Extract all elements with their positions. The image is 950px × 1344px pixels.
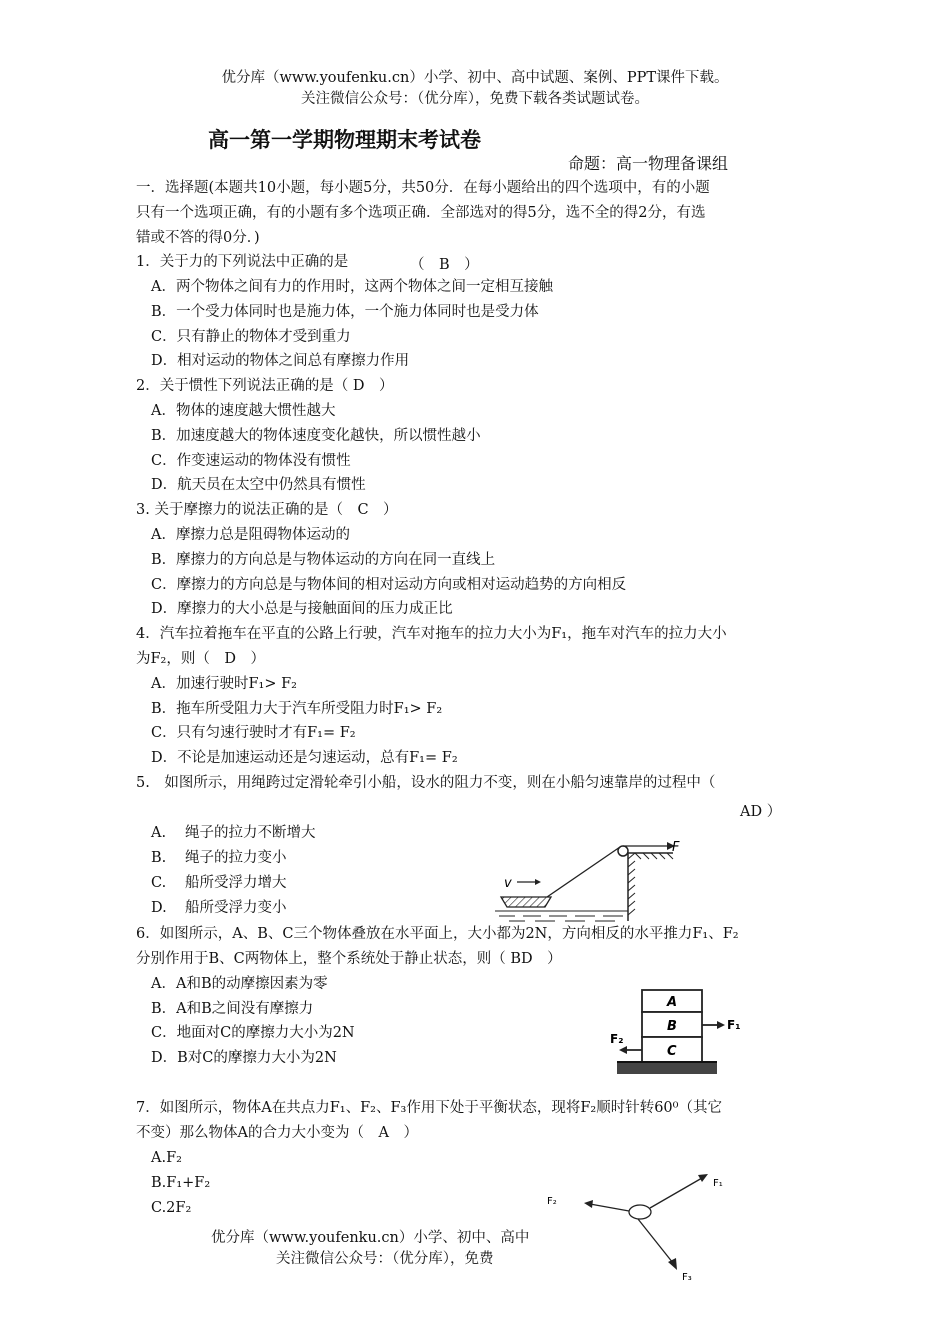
block-c-label: C [667,1044,677,1059]
option: B.F₁+F₂ [151,1175,211,1191]
section-intro: 只有一个选项正确，有的小题有多个选项正确．全部选对的得5分，选不全的得2分，有选 [136,205,706,221]
option: A．摩擦力总是阻碍物体运动的 [151,527,350,543]
question-stem: 不变）那么物体A的合力大小变为（ A ） [136,1125,418,1141]
option [151,824,316,842]
question-stem: 5. 如图所示，用绳跨过定滑轮牵引小船，设水的阻力不变，则在小船匀速靠岸的过程中（ [136,775,716,791]
option-text: 绳子的拉力不断增大 [185,825,316,841]
stacked-blocks-figure [605,985,765,1080]
option: B．A和B之间没有摩擦力 [151,1001,314,1017]
option: C．地面对C的摩擦力大小为2N [151,1025,355,1041]
option: A．物体的速度越大惯性越大 [151,403,336,419]
site-footer-line2: 关注微信公众号：（优分库），免费 [276,1251,494,1267]
option [151,899,287,917]
option-text: 船所受浮力增大 [185,875,287,891]
option-label: D. [151,900,167,916]
section-intro: 错或不答的得0分．) [136,230,260,246]
option: D．摩擦力的大小总是与接触面间的压力成正比 [151,601,453,617]
option: C.2F₂ [151,1200,192,1216]
option: D．B对C的摩擦力大小为2N [151,1050,337,1066]
option: A．两个物体之间有力的作用时，这两个物体之间一定相互接触 [151,279,553,295]
question-answer: （ B ） [410,257,479,273]
question-stem: 分别作用于B、C两物体上，整个系统处于静止状态，则（ BD ） [136,951,562,967]
option [151,849,287,867]
option-text: 绳子的拉力变小 [185,850,287,866]
option: A．A和B的动摩擦因素为零 [151,976,328,992]
option: B．一个受力体同时也是施力体，一个施力体同时也是受力体 [151,304,539,320]
force-f3-label: F₃ [682,1272,692,1283]
option-text: 船所受浮力变小 [185,900,287,916]
exam-title: 高一第一学期物理期末考试卷 [208,128,481,152]
option: C．只有静止的物体才受到重力 [151,329,351,345]
force-f2-label: F₂ [547,1196,557,1207]
question-stem: 为F₂，则（ D ） [136,651,265,667]
question-answer: AD ） [740,804,782,820]
option: D．航天员在太空中仍然具有惯性 [151,477,366,493]
option: A．加速行驶时F₁> F₂ [151,676,297,692]
block-a-label: A [667,995,678,1010]
question-stem: 3. 关于摩擦力的说法正确的是（ C ） [136,502,398,518]
option: C．作变速运动的物体没有惯性 [151,453,351,469]
force-f-label: F [672,840,680,855]
force-f2-label: F₂ [610,1032,624,1046]
option-label: B. [151,850,167,866]
option-label: C. [151,875,167,891]
force-f1-label: F₁ [727,1018,741,1032]
exam-author: 命题：高一物理备课组 [568,154,729,173]
pulley-boat-figure [495,835,695,925]
site-header-line1: 优分库（www.youfenku.cn）小学、初中、高中试题、案例、PPT课件下载。 [221,70,729,86]
section-intro: 一．选择题(本题共10小题，每小题5分，共50分．在每小题给出的四个选项中，有的小题 [136,180,710,196]
question-stem: 2．关于惯性下列说法正确的是（ D ） [136,378,394,394]
question-stem: 7．如图所示，物体A在共点力F₁、F₂、F₃作用下处于平衡状态，现将F₂顺时针转60⁰（其它 [136,1100,722,1116]
option: C．摩擦力的方向总是与物体间的相对运动方向或相对运动趋势的方向相反 [151,577,627,593]
option: D．相对运动的物体之间总有摩擦力作用 [151,353,410,369]
option: C．只有匀速行驶时才有F₁= F₂ [151,725,356,741]
option: A.F₂ [151,1150,182,1166]
force-f1-label: F₁ [713,1178,723,1189]
block-b-label: B [667,1019,677,1034]
option: D．不论是加速运动还是匀速运动，总有F₁= F₂ [151,750,458,766]
site-header-line2: 关注微信公众号：（优分库），免费下载各类试题试卷。 [301,91,649,107]
site-footer-line1: 优分库（www.youfenku.cn）小学、初中、高中 [211,1230,530,1246]
option [151,874,287,892]
option: B．拖车所受阻力大于汽车所受阻力时F₁> F₂ [151,701,443,717]
concurrent-forces-figure [530,1160,750,1290]
option-label: A. [151,825,167,841]
option: B．加速度越大的物体速度变化越快，所以惯性越小 [151,428,481,444]
question-stem: 1．关于力的下列说法中正确的是 [136,254,349,270]
option: B．摩擦力的方向总是与物体运动的方向在同一直线上 [151,552,496,568]
question-stem: 6．如图所示，A、B、C三个物体叠放在水平面上，大小都为2N，方向相反的水平推力F₁、F₂ [136,926,739,942]
velocity-v-label: v [504,876,512,891]
question-stem: 4．汽车拉着拖车在平直的公路上行驶，汽车对拖车的拉力大小为F₁，拖车对汽车的拉力大小 [136,626,727,642]
